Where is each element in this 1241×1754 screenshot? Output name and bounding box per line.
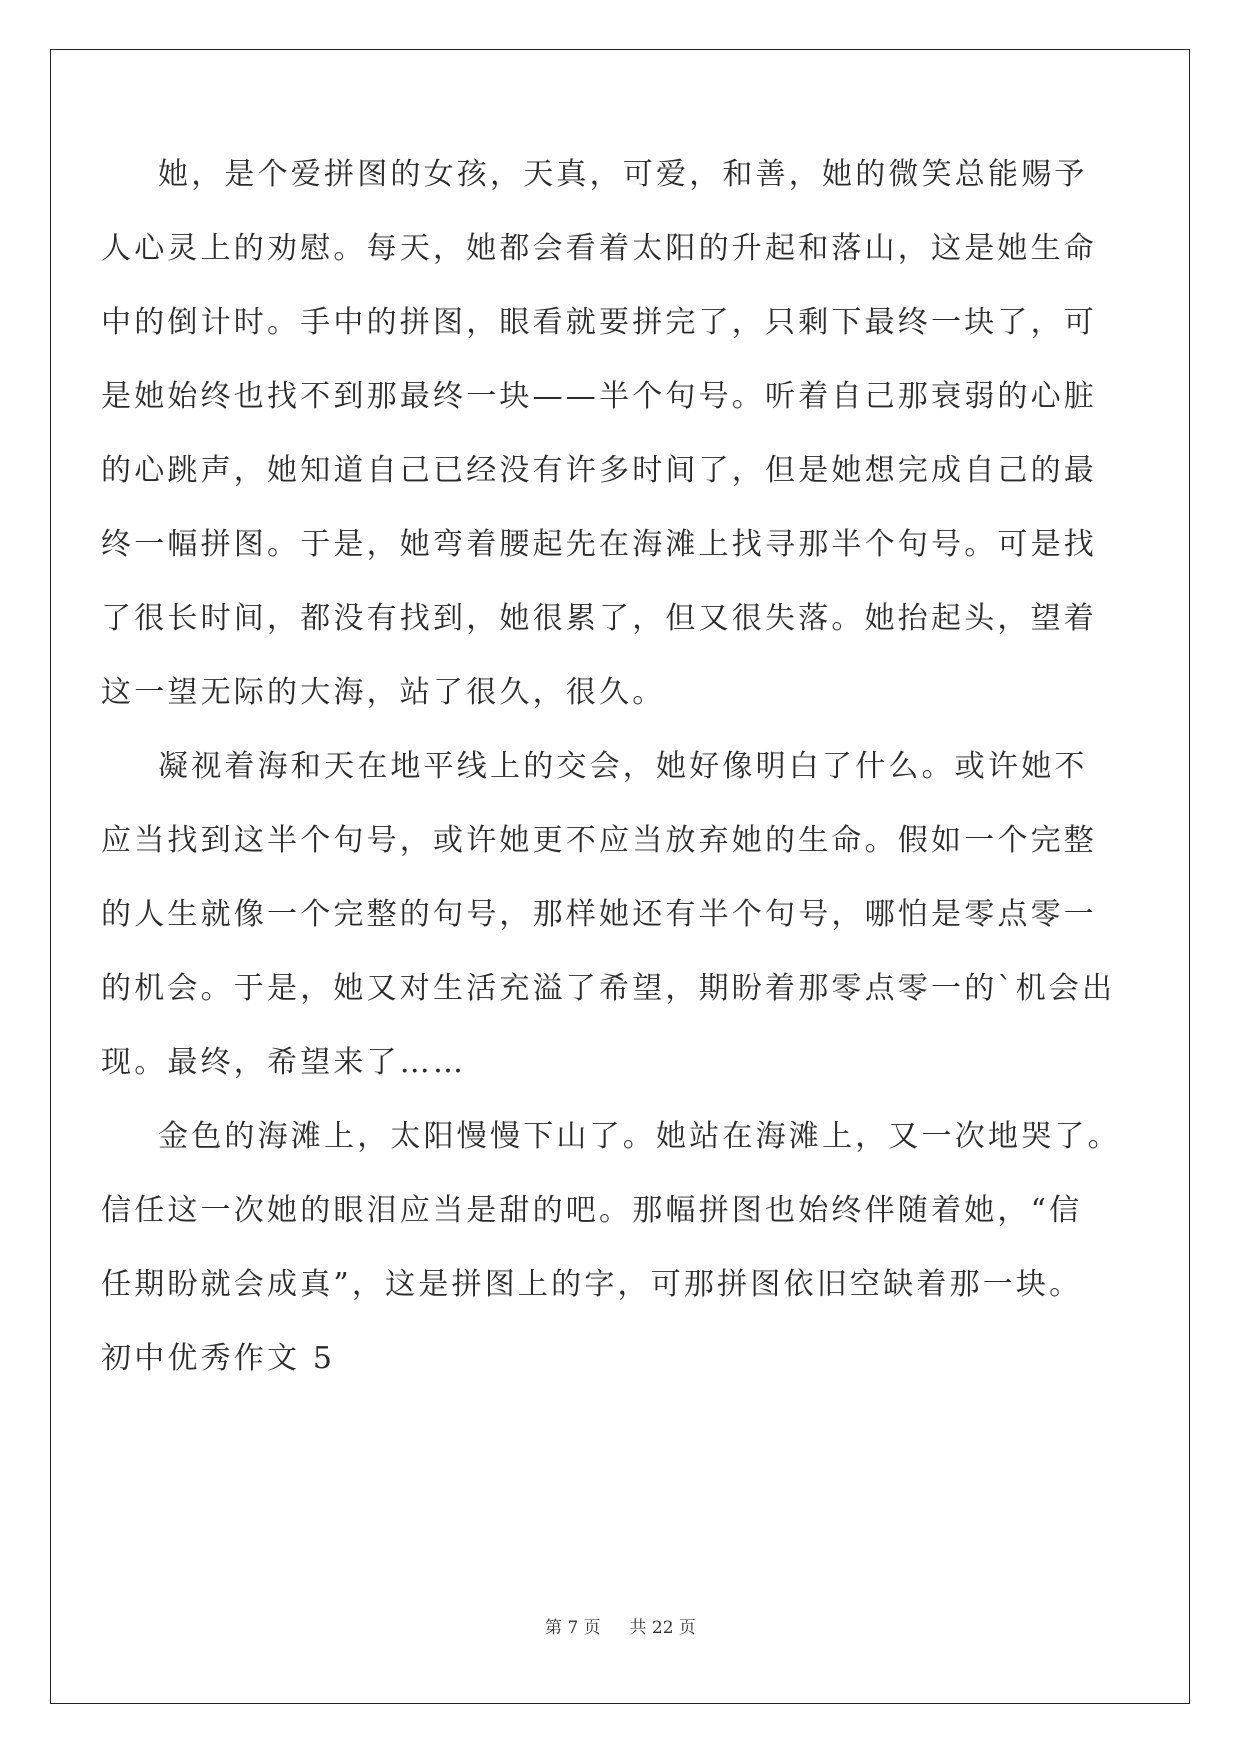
paragraph-2-line-5: 现。最终，希望来了…… xyxy=(101,1045,467,1080)
paragraph-1-line-8: 这一望无际的大海，站了很久，很久。 xyxy=(101,675,666,710)
paragraph-1-line-5: 的心跳声，她知道自己已经没有许多时间了，但是她想完成自己的最 xyxy=(101,453,1097,488)
paragraph-1-line-1: 她，是个爱拼图的女孩，天真，可爱，和善，她的微笑总能赐予 xyxy=(158,157,1088,192)
paragraph-2-line-4: 的机会。于是，她又对生活充溢了希望，期盼着那零点零一的`机会出 xyxy=(101,971,1116,1006)
page-footer xyxy=(0,1616,1241,1640)
page-number: 第 7 页 xyxy=(545,1618,601,1638)
paragraph-1-line-3: 中的倒计时。手中的拼图，眼看就要拼完了，只剩下最终一块了，可 xyxy=(101,305,1097,340)
paragraph-1-line-4: 是她始终也找不到那最终一块——半个句号。听着自己那衰弱的心脏 xyxy=(101,379,1097,414)
paragraph-2-line-2: 应当找到这半个句号，或许她更不应当放弃她的生命。假如一个完整 xyxy=(101,823,1097,858)
page-total: 共 22 页 xyxy=(629,1618,696,1638)
paragraph-1-line-2: 人心灵上的劝慰。每天，她都会看着太阳的升起和落山，这是她生命 xyxy=(101,231,1097,266)
paragraph-1-line-6: 终一幅拼图。于是，她弯着腰起先在海滩上找寻那半个句号。可是找 xyxy=(101,527,1097,562)
paragraph-3-line-1: 金色的海滩上，太阳慢慢下山了。她站在海滩上，又一次地哭了。 xyxy=(158,1119,1121,1154)
paragraph-2-line-3: 的人生就像一个完整的句号，那样她还有半个句号，哪怕是零点零一 xyxy=(101,897,1097,932)
paragraph-3-line-2: 信任这一次她的眼泪应当是甜的吧。那幅拼图也始终伴随着她，“信 xyxy=(101,1193,1083,1228)
section-heading: 初中优秀作文 5 xyxy=(101,1341,336,1376)
paragraph-1-line-7: 了很长时间，都没有找到，她很累了，但又很失落。她抬起头，望着 xyxy=(101,601,1097,636)
paragraph-3-line-3: 任期盼就会成真”，这是拼图上的字，可那拼图依旧空缺着那一块。 xyxy=(101,1267,1083,1302)
paragraph-2-line-1: 凝视着海和天在地平线上的交会，她好像明白了什么。或许她不 xyxy=(158,749,1088,784)
